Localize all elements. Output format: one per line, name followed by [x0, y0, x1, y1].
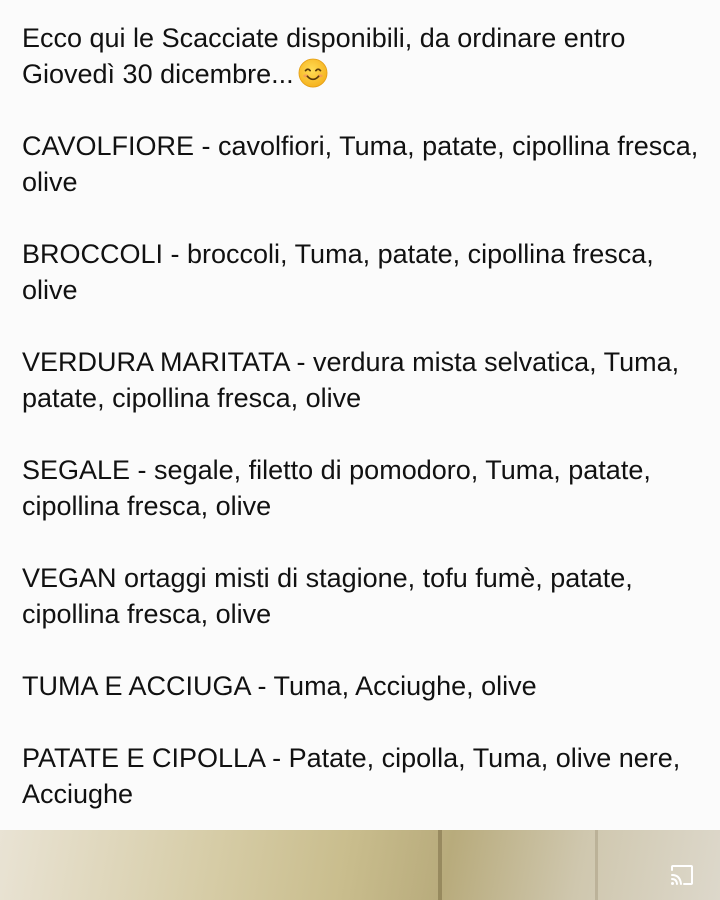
menu-item-segale: SEGALE - segale, filetto di pomodoro, Tuma, patate, cipollina fresca, olive [22, 455, 651, 521]
intro-text: Ecco qui le Scacciate disponibili, da ordinare entro Giovedì 30 dicembre... [22, 23, 626, 89]
message-text [22, 20, 702, 812]
menu-item-broccoli: BROCCOLI - broccoli, Tuma, patate, cipollina fresca, olive [22, 239, 654, 305]
background-photo-strip [0, 830, 720, 900]
photo-detail [595, 830, 598, 900]
smiling-face-emoji [298, 58, 328, 88]
photo-detail [438, 830, 442, 900]
menu-item-patate-e-cipolla: PATATE E CIPOLLA - Patate, cipolla, Tuma, olive nere, Acciughe [22, 743, 681, 809]
intro-paragraph [22, 20, 702, 92]
menu-item-verdura-maritata: VERDURA MARITATA - verdura mista selvatica, Tuma, patate, cipollina fresca, olive [22, 347, 680, 413]
menu-item-cavolfiore: CAVOLFIORE - cavolfiori, Tuma, patate, cipollina fresca, olive [22, 131, 699, 197]
menu-item-vegan: VEGAN ortaggi misti di stagione, tofu fumè, patate, cipollina fresca, olive [22, 563, 633, 629]
cast-icon[interactable] [670, 864, 694, 886]
menu-item-tuma-e-acciuga: TUMA E ACCIUGA - Tuma, Acciughe, olive [22, 671, 537, 701]
